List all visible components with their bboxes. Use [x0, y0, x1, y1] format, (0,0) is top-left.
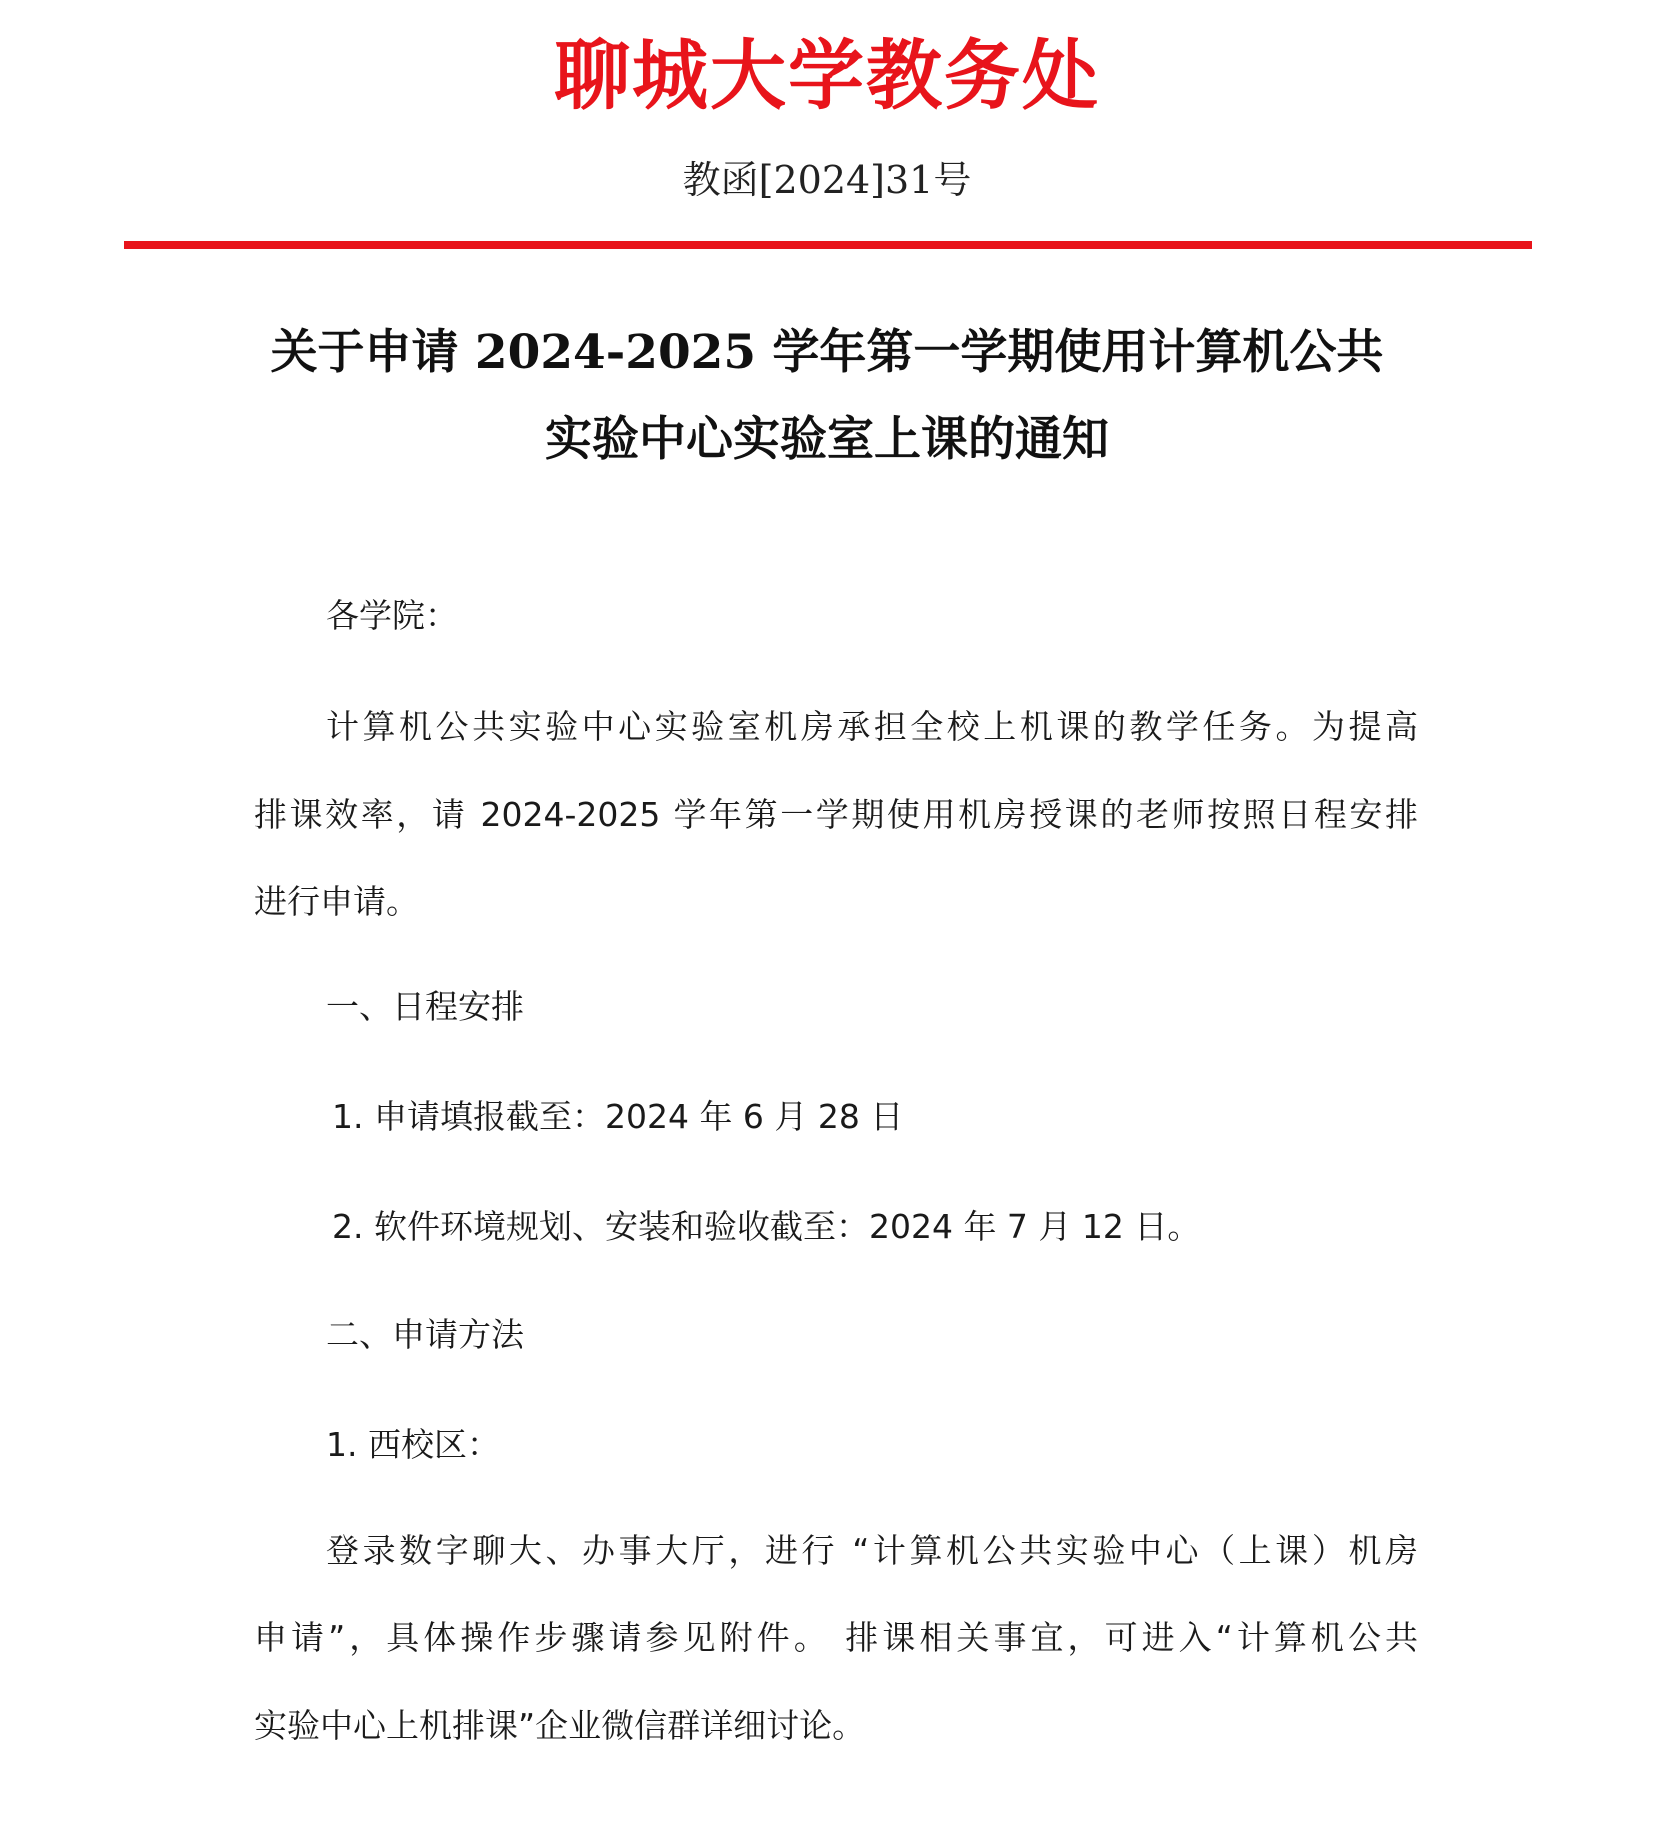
schedule-item-1: 1. 申请填报截至：2024 年 6 月 28 日: [332, 1097, 904, 1136]
intro-paragraph-line-2: 排课效率，请 2024-2025 学年第一学期使用机房授课的老师按照日程安排: [254, 795, 1418, 834]
salutation: 各学院：: [326, 596, 458, 635]
method-paragraph-line-1: 登录数字聊大、办事大厅，进行 “计算机公共实验中心（上课）机房: [326, 1531, 1418, 1570]
red-header-rule: [124, 241, 1532, 249]
section-heading-method: 二、申请方法: [326, 1315, 524, 1354]
schedule-item-2: 2. 软件环境规划、安装和验收截至：2024 年 7 月 12 日。: [332, 1207, 1201, 1246]
method-paragraph-line-2: 申请”，具体操作步骤请参见附件。 排课相关事宜，可进入“计算机公共: [254, 1618, 1418, 1657]
issuing-organization: 聊城大学教务处: [554, 31, 1100, 120]
document-number: 教函[2024]31号: [682, 158, 972, 202]
notice-title-line-1: 关于申请 2024-2025 学年第一学期使用计算机公共: [270, 325, 1384, 380]
section-heading-schedule: 一、日程安排: [326, 987, 524, 1026]
method-item-1: 1. 西校区：: [326, 1425, 500, 1464]
intro-paragraph-line-1: 计算机公共实验中心实验室机房承担全校上机课的教学任务。为提高: [326, 707, 1418, 746]
intro-paragraph-line-3: 进行申请。: [254, 882, 419, 921]
notice-title-line-2: 实验中心实验室上课的通知: [545, 412, 1109, 467]
method-paragraph-line-3: 实验中心上机排课”企业微信群详细讨论。: [254, 1706, 866, 1745]
